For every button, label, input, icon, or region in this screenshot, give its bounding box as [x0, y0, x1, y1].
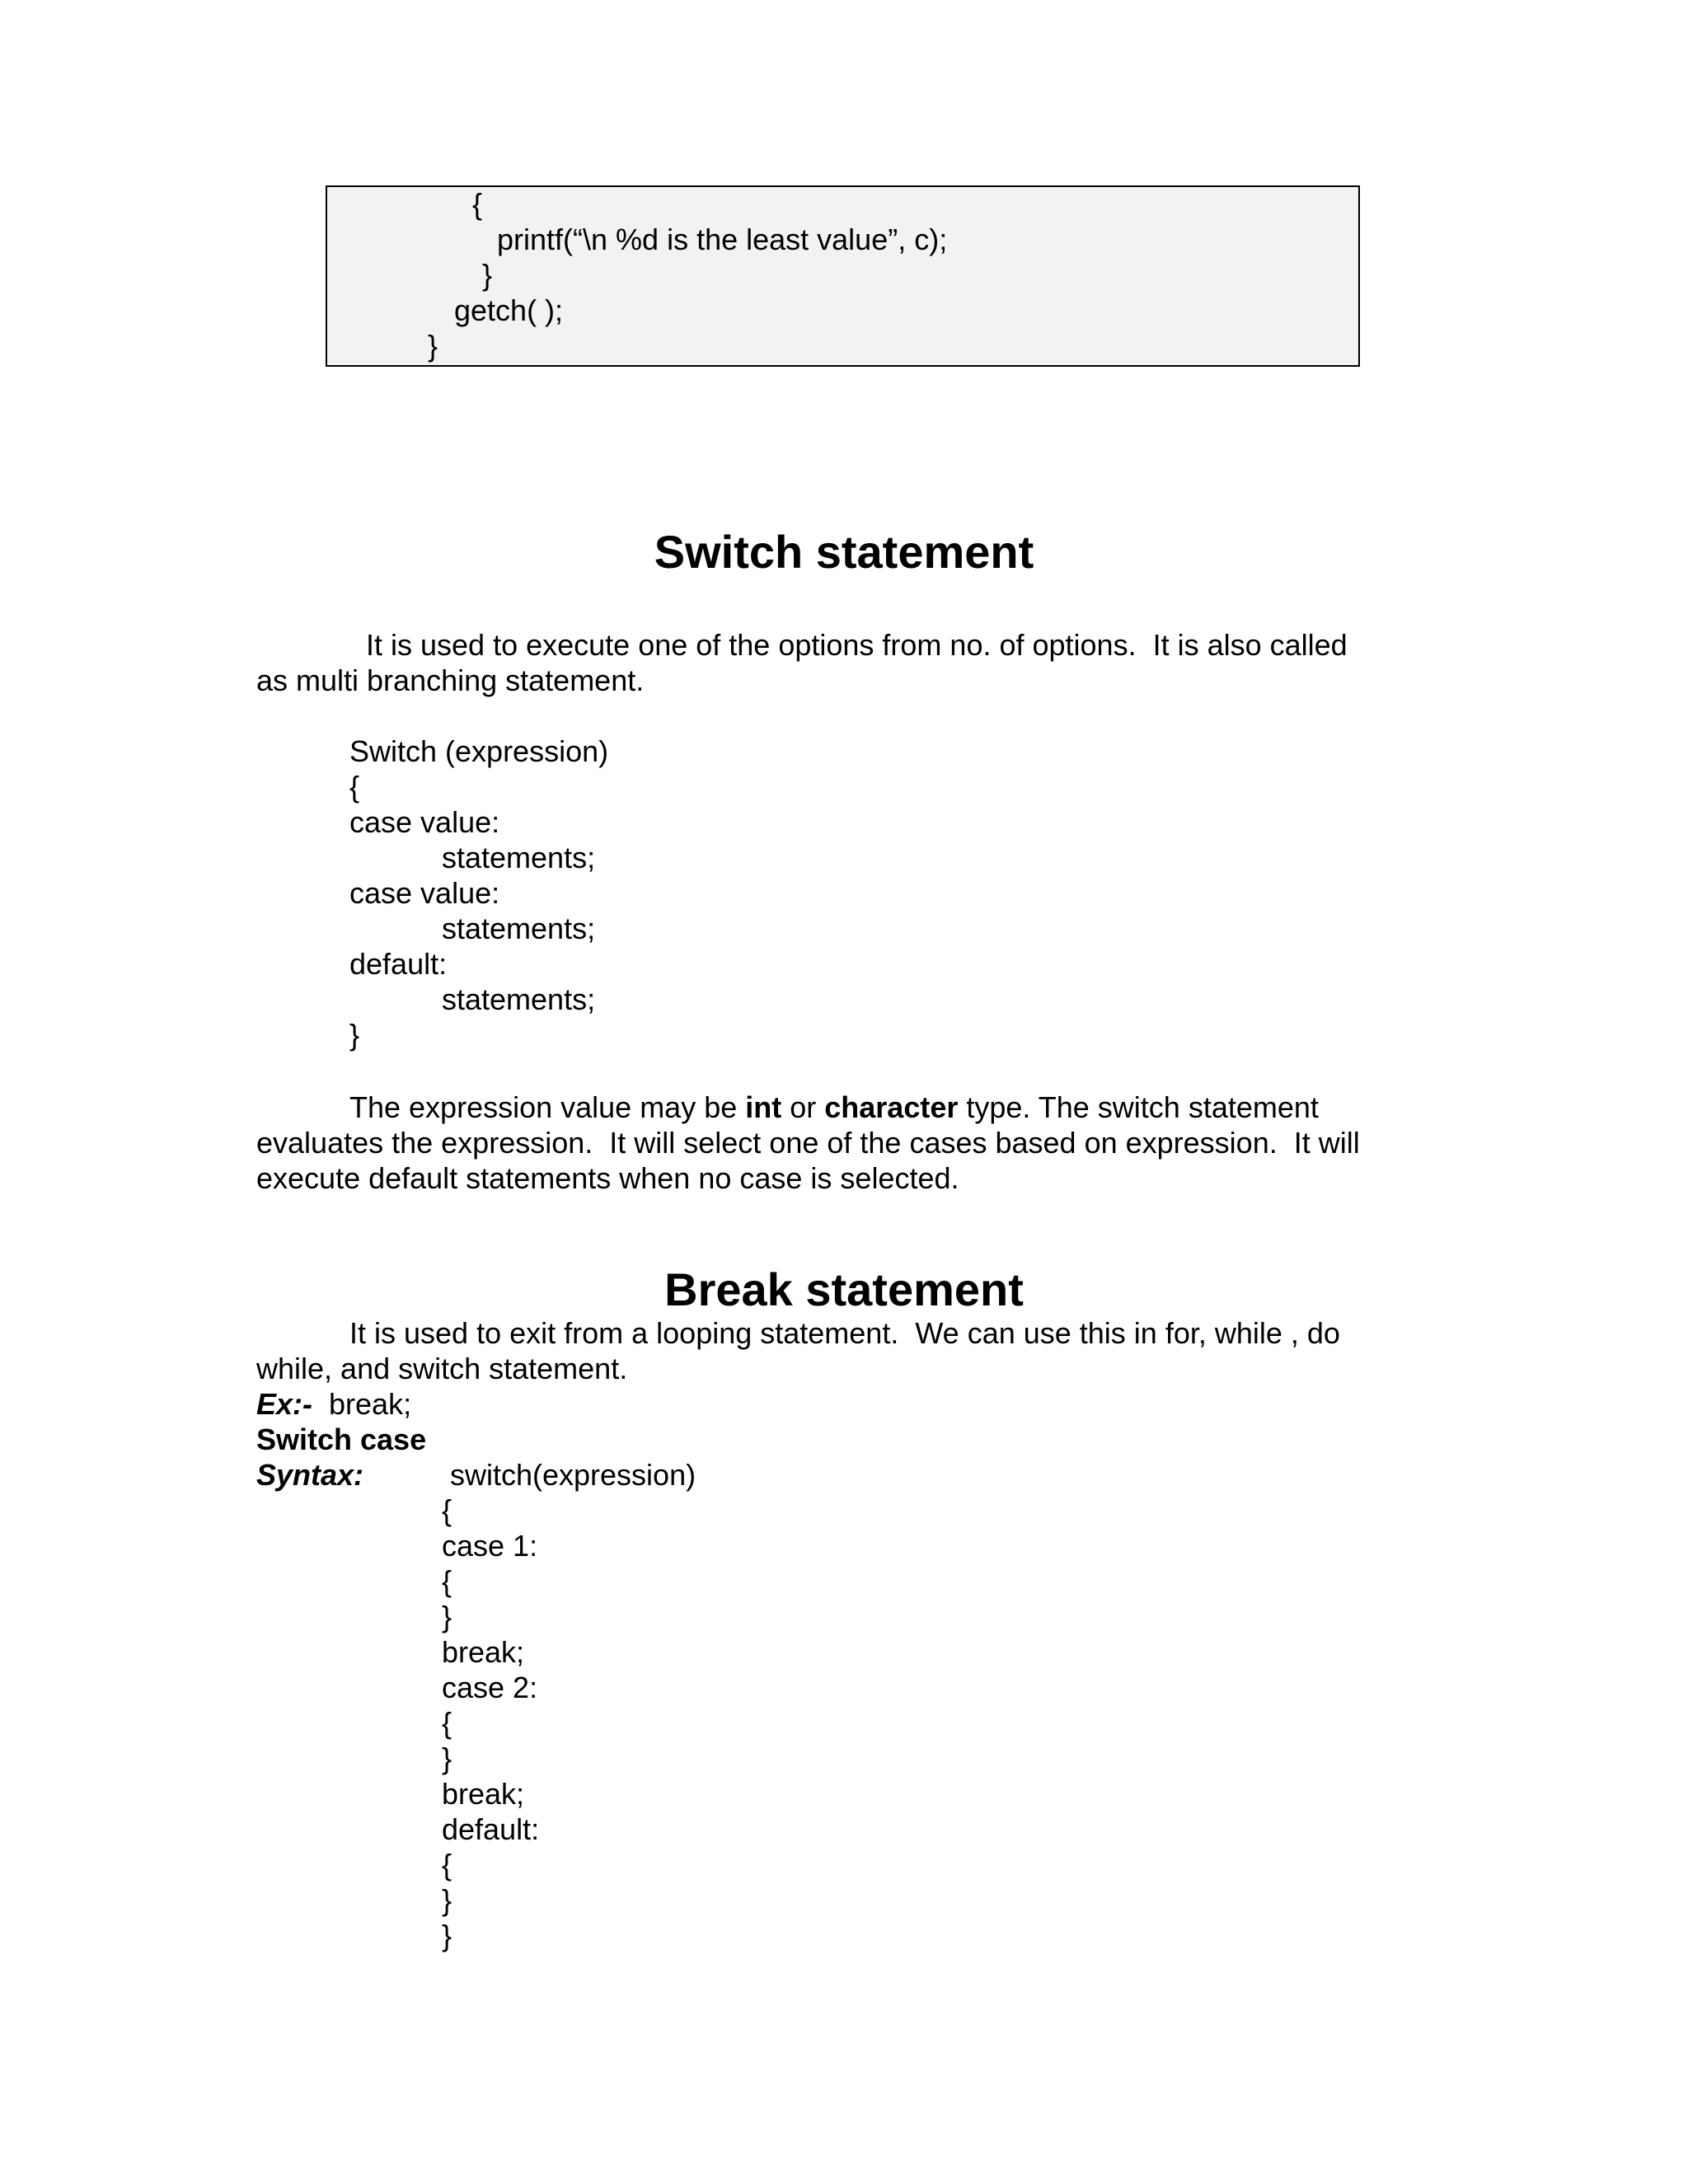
case-syntax-line: {	[442, 1706, 452, 1740]
example-value: break;	[329, 1387, 412, 1421]
switch-heading: Switch statement	[654, 526, 1034, 578]
case-syntax-line: break;	[442, 1777, 525, 1811]
code-line: {	[472, 187, 483, 221]
break-line2: while, and switch statement.	[256, 1352, 628, 1385]
case-syntax-line: {	[442, 1848, 452, 1882]
code-line: printf(“\n %d is the least value”, c);	[497, 223, 948, 256]
syntax-line: default:	[349, 947, 448, 981]
syntax-line: Switch (expression)	[349, 734, 609, 768]
case-syntax-line: {	[442, 1564, 452, 1598]
syntax-line: case value:	[349, 805, 500, 839]
case-syntax-line: }	[442, 1741, 452, 1775]
case-syntax-line: }	[442, 1883, 452, 1917]
desc-text: or	[781, 1090, 825, 1124]
switch-desc-line3: execute default statements when no case is selected.	[256, 1161, 959, 1195]
code-line: }	[428, 329, 438, 363]
syntax-line: {	[349, 770, 360, 804]
example-line	[256, 1387, 412, 1421]
code-line: }	[482, 258, 493, 292]
switch-intro-line2: as multi branching statement.	[256, 663, 645, 697]
syntax-line: statements;	[442, 982, 596, 1016]
switch-desc-line1	[349, 1090, 1319, 1124]
example-label: Ex:-	[256, 1387, 313, 1421]
switch-intro-line1: It is used to execute one of the options from no. of options. It is also called	[366, 628, 1348, 662]
case-syntax-line: {	[442, 1493, 452, 1527]
break-line1: It is used to exit from a looping statement. We can use this in for, while , do	[349, 1316, 1340, 1350]
syntax-line: }	[349, 1018, 360, 1052]
desc-text: type. The switch statement	[958, 1090, 1319, 1124]
break-heading: Break statement	[664, 1263, 1024, 1315]
case-syntax-line: default:	[442, 1812, 540, 1846]
switch-desc-line2: evaluates the expression. It will select one of the cases based on expression. It will	[256, 1126, 1360, 1160]
case-syntax-line: case 2:	[442, 1671, 538, 1704]
case-syntax-line: }	[442, 1919, 452, 1952]
syntax-label: Syntax:	[256, 1458, 364, 1492]
syntax-first-line: switch(expression)	[450, 1458, 696, 1492]
keyword-character: character	[824, 1090, 959, 1124]
syntax-line: case value:	[349, 876, 500, 910]
syntax-line: statements;	[442, 912, 596, 945]
code-line: getch( );	[454, 293, 564, 327]
desc-text: The expression value may be	[349, 1090, 746, 1124]
keyword-int: int	[745, 1090, 782, 1124]
switch-case-title: Switch case	[256, 1422, 427, 1456]
case-syntax-line: case 1:	[442, 1529, 538, 1563]
syntax-line: statements;	[442, 841, 596, 874]
case-syntax-line: break;	[442, 1635, 525, 1669]
case-syntax-line: }	[442, 1600, 452, 1633]
